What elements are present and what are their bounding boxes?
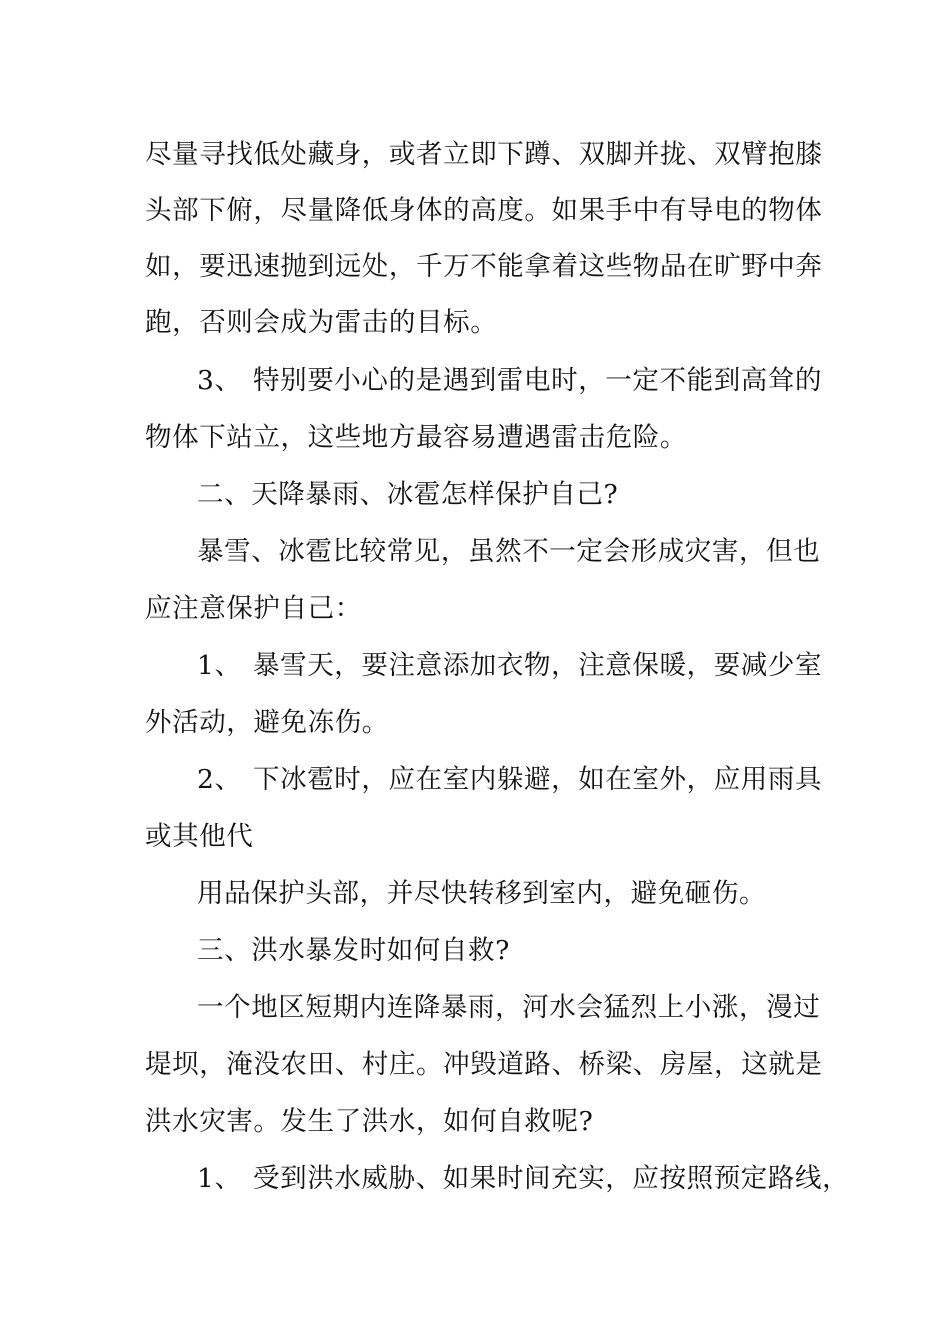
section-heading: 二、天降暴雨、冰雹怎样保护自己? [197, 479, 619, 510]
item-text: 下冰雹时，应在室内躲避，如在室外，应用雨具 [253, 764, 823, 795]
item-text: 受到洪水威胁、如果时间充实，应按照预定路线， [253, 1163, 850, 1194]
item-number: 3、 [197, 365, 242, 396]
paragraph-line: 用品保护头部，并尽快转移到室内，避免砸伤。 [197, 878, 767, 909]
numbered-item-line [197, 364, 822, 398]
text-line: 外活动，避免冻伤。 [145, 707, 389, 738]
section-heading: 三、洪水暴发时如何自救? [197, 935, 510, 966]
text-line: 尽量寻找低处藏身，或者立即下蹲、双脚并拢、双臂抱膝 [145, 139, 823, 170]
paragraph-line: 暴雪、冰雹比较常见，虽然不一定会形成灾害，但也 [197, 536, 821, 567]
item-text: 暴雪天，要注意添加衣物，注意保暖，要减少室 [253, 650, 823, 681]
text-line: 头部下俯，尽量降低身体的高度。如果手中有导电的物体 [145, 195, 823, 226]
text-line: 洪水灾害。发生了洪水，如何自救呢? [145, 1106, 594, 1137]
numbered-item-line [197, 763, 822, 797]
item-number: 1、 [197, 1163, 242, 1194]
paragraph-line: 一个地区短期内连降暴雨，河水会猛烈上小涨，漫过 [197, 992, 821, 1023]
item-text: 特别要小心的是遇到雷电时，一定不能到高耸的 [253, 365, 823, 396]
numbered-item-line [197, 649, 822, 683]
item-number: 2、 [197, 764, 242, 795]
item-number: 1、 [197, 650, 242, 681]
text-line: 跑，否则会成为雷击的目标。 [145, 307, 498, 338]
text-line: 应注意保护自己： [145, 593, 362, 624]
text-line: 如，要迅速抛到远处，千万不能拿着这些物品在旷野中奔 [145, 251, 823, 282]
text-line: 或其他代 [145, 821, 254, 852]
text-line: 堤坝，淹没农田、村庄。冲毁道路、桥梁、房屋，这就是 [145, 1049, 823, 1080]
numbered-item-line [197, 1162, 849, 1196]
text-line: 物体下站立，这些地方最容易遭遇雷击危险。 [145, 422, 687, 453]
